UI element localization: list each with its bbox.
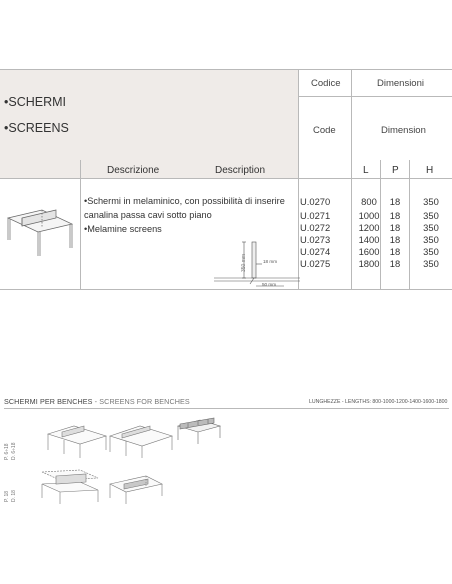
row-L: 1200 xyxy=(358,222,380,233)
row-P: 18 xyxy=(389,222,401,233)
screen-product-illustration xyxy=(6,204,76,266)
row-P: 18 xyxy=(389,234,401,245)
detail-height-label: 350 mm xyxy=(241,253,247,272)
row-L: 1000 xyxy=(358,210,380,221)
col-description: Description xyxy=(215,165,266,176)
table-row xyxy=(300,209,452,221)
title-en: •SCREENS xyxy=(4,121,69,135)
benches-section-title xyxy=(4,397,190,406)
row-L: 1400 xyxy=(358,234,380,245)
row-P: 18 xyxy=(389,246,401,257)
row-H: 350 xyxy=(423,258,439,269)
description-it-line2: canalina passa cavi sotto piano xyxy=(84,210,212,220)
title-it: •SCHERMI xyxy=(4,95,67,109)
description-en: •Melamine screens xyxy=(84,224,162,234)
row-H: 350 xyxy=(423,234,439,245)
row-H: 350 xyxy=(423,196,439,207)
bench-illustration-3 xyxy=(176,416,222,446)
row-code: U.0275 xyxy=(300,258,331,269)
row1-label-a: P. 6÷18 xyxy=(4,443,10,460)
table-row xyxy=(300,245,452,257)
col-descrizione: Descrizione xyxy=(107,165,160,176)
codice-label: Codice xyxy=(311,78,341,89)
table-row xyxy=(300,257,452,269)
benches-divider xyxy=(4,408,449,409)
detail-offset-label: 50 mm xyxy=(262,282,277,287)
table-row xyxy=(300,233,452,245)
row-code: U.0270 xyxy=(300,196,331,207)
row-P: 18 xyxy=(389,196,401,207)
dimensioni-label: Dimensioni xyxy=(377,78,424,89)
code-label: Code xyxy=(313,125,336,136)
product-table-body xyxy=(300,195,452,269)
row-P: 18 xyxy=(389,210,401,221)
bench-illustration-1 xyxy=(44,420,110,460)
image-column-divider xyxy=(80,160,81,289)
row-code: U.0273 xyxy=(300,234,331,245)
row-H: 350 xyxy=(423,246,439,257)
row2-label-a: P. 18 xyxy=(4,490,10,502)
bench-illustration-4 xyxy=(40,466,102,506)
bench-illustration-2 xyxy=(106,420,176,460)
detail-thickness-label: 18 mm xyxy=(263,259,278,264)
benches-lengths: LUNGHEZZE - LENGTHS: 800-1000-1200-1400-1600-1800 xyxy=(309,399,448,405)
row1-label-b: D. 6÷18 xyxy=(11,442,17,460)
row-code: U.0272 xyxy=(300,222,331,233)
screen-detail-drawing xyxy=(214,240,300,290)
col-H: H xyxy=(426,165,434,176)
benches-title-en: SCREENS FOR BENCHES xyxy=(99,397,190,406)
row-L: 1800 xyxy=(358,258,380,269)
row-H: 350 xyxy=(423,222,439,233)
col-P: P xyxy=(392,165,399,176)
row-code: U.0274 xyxy=(300,246,331,257)
bench-illustration-5 xyxy=(106,472,166,506)
col-L: L xyxy=(363,165,369,176)
row-L: 800 xyxy=(361,196,377,207)
row-P: 18 xyxy=(389,258,401,269)
row-code: U.0271 xyxy=(300,210,331,221)
benches-title-separator: - xyxy=(92,397,100,406)
table-top-border xyxy=(0,69,452,70)
header-divider xyxy=(298,96,452,97)
dimension-label: Dimension xyxy=(381,125,426,136)
row-L: 1600 xyxy=(358,246,380,257)
description-it-line1: •Schermi in melaminico, con possibilità di inserire xyxy=(84,196,285,206)
row2-label-b: D. 18 xyxy=(11,490,17,502)
columns-top-border xyxy=(0,178,452,179)
table-row xyxy=(300,221,452,233)
table-row xyxy=(300,195,452,209)
row-H: 350 xyxy=(423,210,439,221)
benches-title-it: SCHERMI PER BENCHES xyxy=(4,397,93,406)
